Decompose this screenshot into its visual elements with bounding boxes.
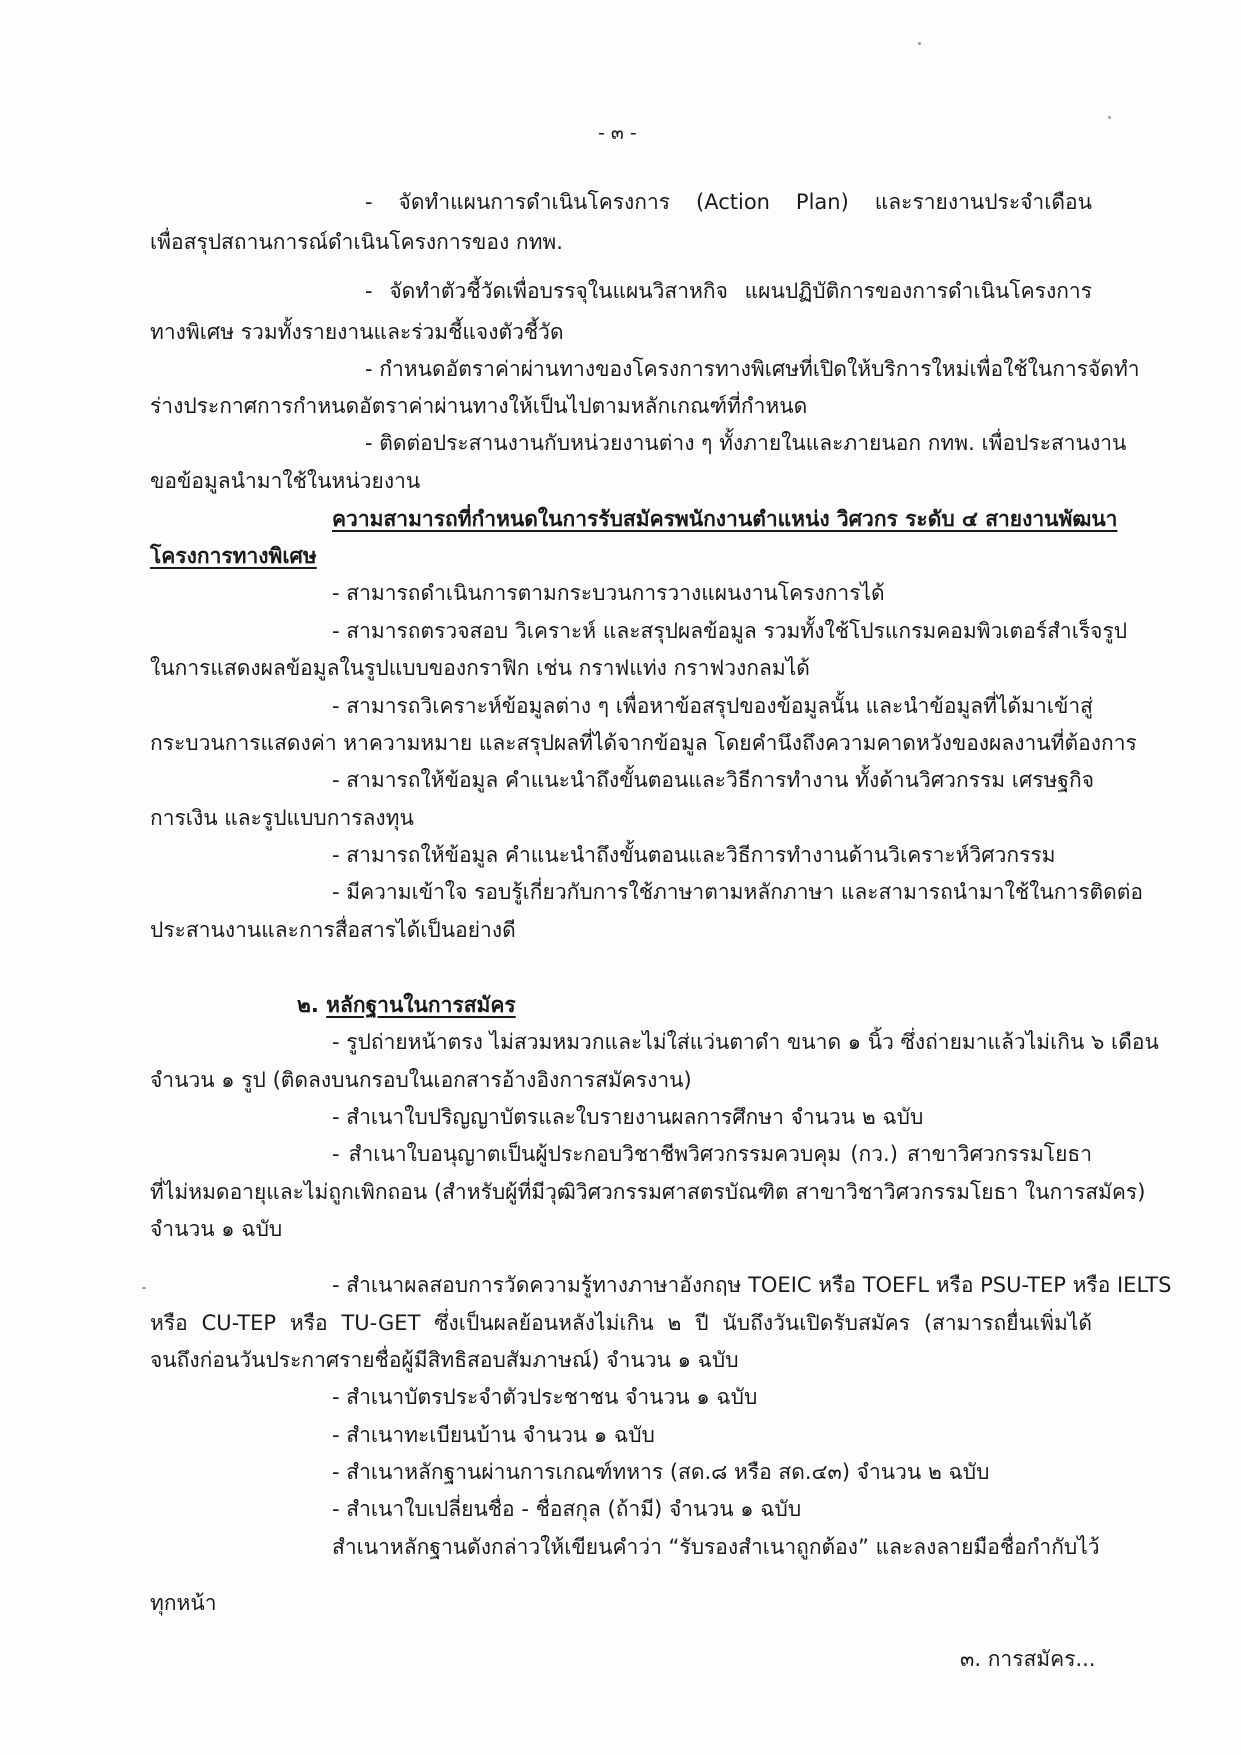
scan-speck [142,1287,146,1289]
doc-license-line-2: ที่ไม่หมดอายุและไม่ถูกเพิกถอน (สำหรับผู้ที่มีวุฒิวิศวกรรมศาสตรบัณฑิต สาขาวิชาวิศวกรรมโยธา ในการสมัคร) [150,1180,1146,1204]
next-page-reference: ๓. การสมัคร... [960,1647,1096,1671]
duty-1-line-1: - จัดทำแผนการดำเนินโครงการ (Action Plan) และรายงานประจำเดือน [365,190,1092,214]
doc-name-change: - สำเนาใบเปลี่ยนชื่อ - ชื่อสกุล (ถ้ามี) จำนวน ๑ ฉบับ [332,1497,802,1521]
competency-5: - สามารถให้ข้อมูล คำแนะนำถึงขั้นตอนและวิธีการทำงานด้านวิเคราะห์วิศวกรรม [332,843,1056,867]
scan-speck [918,42,921,45]
duty-4-line-2: ขอข้อมูลนำมาใช้ในหน่วยงาน [150,469,421,493]
doc-certify-line-1: สำเนาหลักฐานดังกล่าวให้เขียนคำว่า “รับรองสำเนาถูกต้อง” และลงลายมือชื่อกำกับไว้ [332,1535,1100,1559]
duty-3-line-2: ร่างประกาศการกำหนดอัตราค่าผ่านทางให้เป็นไปตามหลักเกณฑ์ที่กำหนด [150,394,808,418]
competency-6-line-1: - มีความเข้าใจ รอบรู้เกี่ยวกับการใช้ภาษาตามหลักภาษา และสามารถนำมาใช้ในการติดต่อ [332,880,1144,904]
competency-6-line-2: ประสานงานและการสื่อสารได้เป็นอย่างดี [150,918,516,942]
doc-license-line-3: จำนวน ๑ ฉบับ [150,1217,283,1241]
doc-certify-line-2: ทุกหน้า [150,1591,217,1615]
duty-4-line-1: - ติดต่อประสานงานกับหน่วยงานต่าง ๆ ทั้งภายในและภายนอก กทพ. เพื่อประสานงาน [365,431,1127,455]
doc-military: - สำเนาหลักฐานผ่านการเกณฑ์ทหาร (สด.๘ หรือ สด.๔๓) จำนวน ๒ ฉบับ [332,1460,990,1484]
duty-3-line-1: - กำหนดอัตราค่าผ่านทางของโครงการทางพิเศษที่เปิดให้บริการใหม่เพื่อใช้ในการจัดทำ [365,357,1140,381]
competency-3-line-1: - สามารถวิเคราะห์ข้อมูลต่าง ๆ เพื่อหาข้อสรุปของข้อมูลนั้น และนำข้อมูลที่ได้มาเข้าสู่ [332,694,1093,718]
doc-photo-line-1: - รูปถ่ายหน้าตรง ไม่สวมหมวกและไม่ใส่แว่นตาดำ ขนาด ๑ นิ้ว ซึ่งถ่ายมาแล้วไม่เกิน ๖ เดือน [332,1030,1159,1054]
scan-speck [1108,116,1111,119]
competency-1: - สามารถดำเนินการตามกระบวนการวางแผนงานโครงการได้ [332,581,885,605]
competency-4-line-2: การเงิน และรูปแบบการลงทุน [150,806,414,830]
competency-4-line-1: - สามารถให้ข้อมูล คำแนะนำถึงขั้นตอนและวิธีการทำงาน ทั้งด้านวิศวกรรม เศรษฐกิจ [332,768,1094,792]
doc-photo-line-2: จำนวน ๑ รูป (ติดลงบนกรอบในเอกสารอ้างอิงการสมัครงาน) [150,1068,692,1092]
competency-heading-line-1: ความสามารถที่กำหนดในการรับสมัครพนักงานตำแหน่ง วิศวกร ระดับ ๔ สายงานพัฒนา [332,507,1118,531]
competency-2-line-2: ในการแสดงผลข้อมูลในรูปแบบของกราฟิก เช่น กราฟแท่ง กราฟวงกลมได้ [150,656,810,680]
competency-2-line-1: - สามารถตรวจสอบ วิเคราะห์ และสรุปผลข้อมูล รวมทั้งใช้โปรแกรมคอมพิวเตอร์สำเร็จรูป [332,619,1128,643]
doc-english-line-2: หรือ CU-TEP หรือ TU-GET ซึ่งเป็นผลย้อนหลังไม่เกิน ๒ ปี นับถึงวันเปิดรับสมัคร (สามารถยื่นเพิ่มได้ [150,1311,1092,1335]
page-number: - ๓ - [598,122,637,144]
competency-3-line-2: กระบวนการแสดงค่า หาความหมาย และสรุปผลที่ได้จากข้อมูล โดยคำนึงถึงความคาดหวังของผลงานที่ต้องการ [150,731,1137,755]
duty-2-line-1: - จัดทำตัวชี้วัดเพื่อบรรจุในแผนวิสาหกิจ แผนปฏิบัติการของการดำเนินโครงการ [365,279,1092,303]
doc-house-registration: - สำเนาทะเบียนบ้าน จำนวน ๑ ฉบับ [332,1423,655,1447]
section-2-title: หลักฐานในการสมัคร [326,993,516,1017]
section-2-heading [297,990,516,1020]
doc-id-card: - สำเนาบัตรประจำตัวประชาชน จำนวน ๑ ฉบับ [332,1385,758,1409]
duty-1-line-2: เพื่อสรุปสถานการณ์ดำเนินโครงการของ กทพ. [150,230,563,254]
doc-degree: - สำเนาใบปริญญาบัตรและใบรายงานผลการศึกษา จำนวน ๒ ฉบับ [332,1105,924,1129]
competency-heading-line-2: โครงการทางพิเศษ [150,544,317,568]
doc-license-line-1: - สำเนาใบอนุญาตเป็นผู้ประกอบวิชาชีพวิศวกรรมควบคุม (กว.) สาขาวิศวกรรมโยธา [332,1142,1092,1166]
section-2-number: ๒. [297,993,319,1017]
duty-2-line-2: ทางพิเศษ รวมทั้งรายงานและร่วมชี้แจงตัวชี้วัด [150,320,564,344]
doc-english-line-3: จนถึงก่อนวันประกาศรายชื่อผู้มีสิทธิสอบสัมภาษณ์) จำนวน ๑ ฉบับ [150,1348,739,1372]
doc-english-line-1: - สำเนาผลสอบการวัดความรู้ทางภาษาอังกฤษ TOEIC หรือ TOEFL หรือ PSU-TEP หรือ IELTS [332,1273,1172,1297]
